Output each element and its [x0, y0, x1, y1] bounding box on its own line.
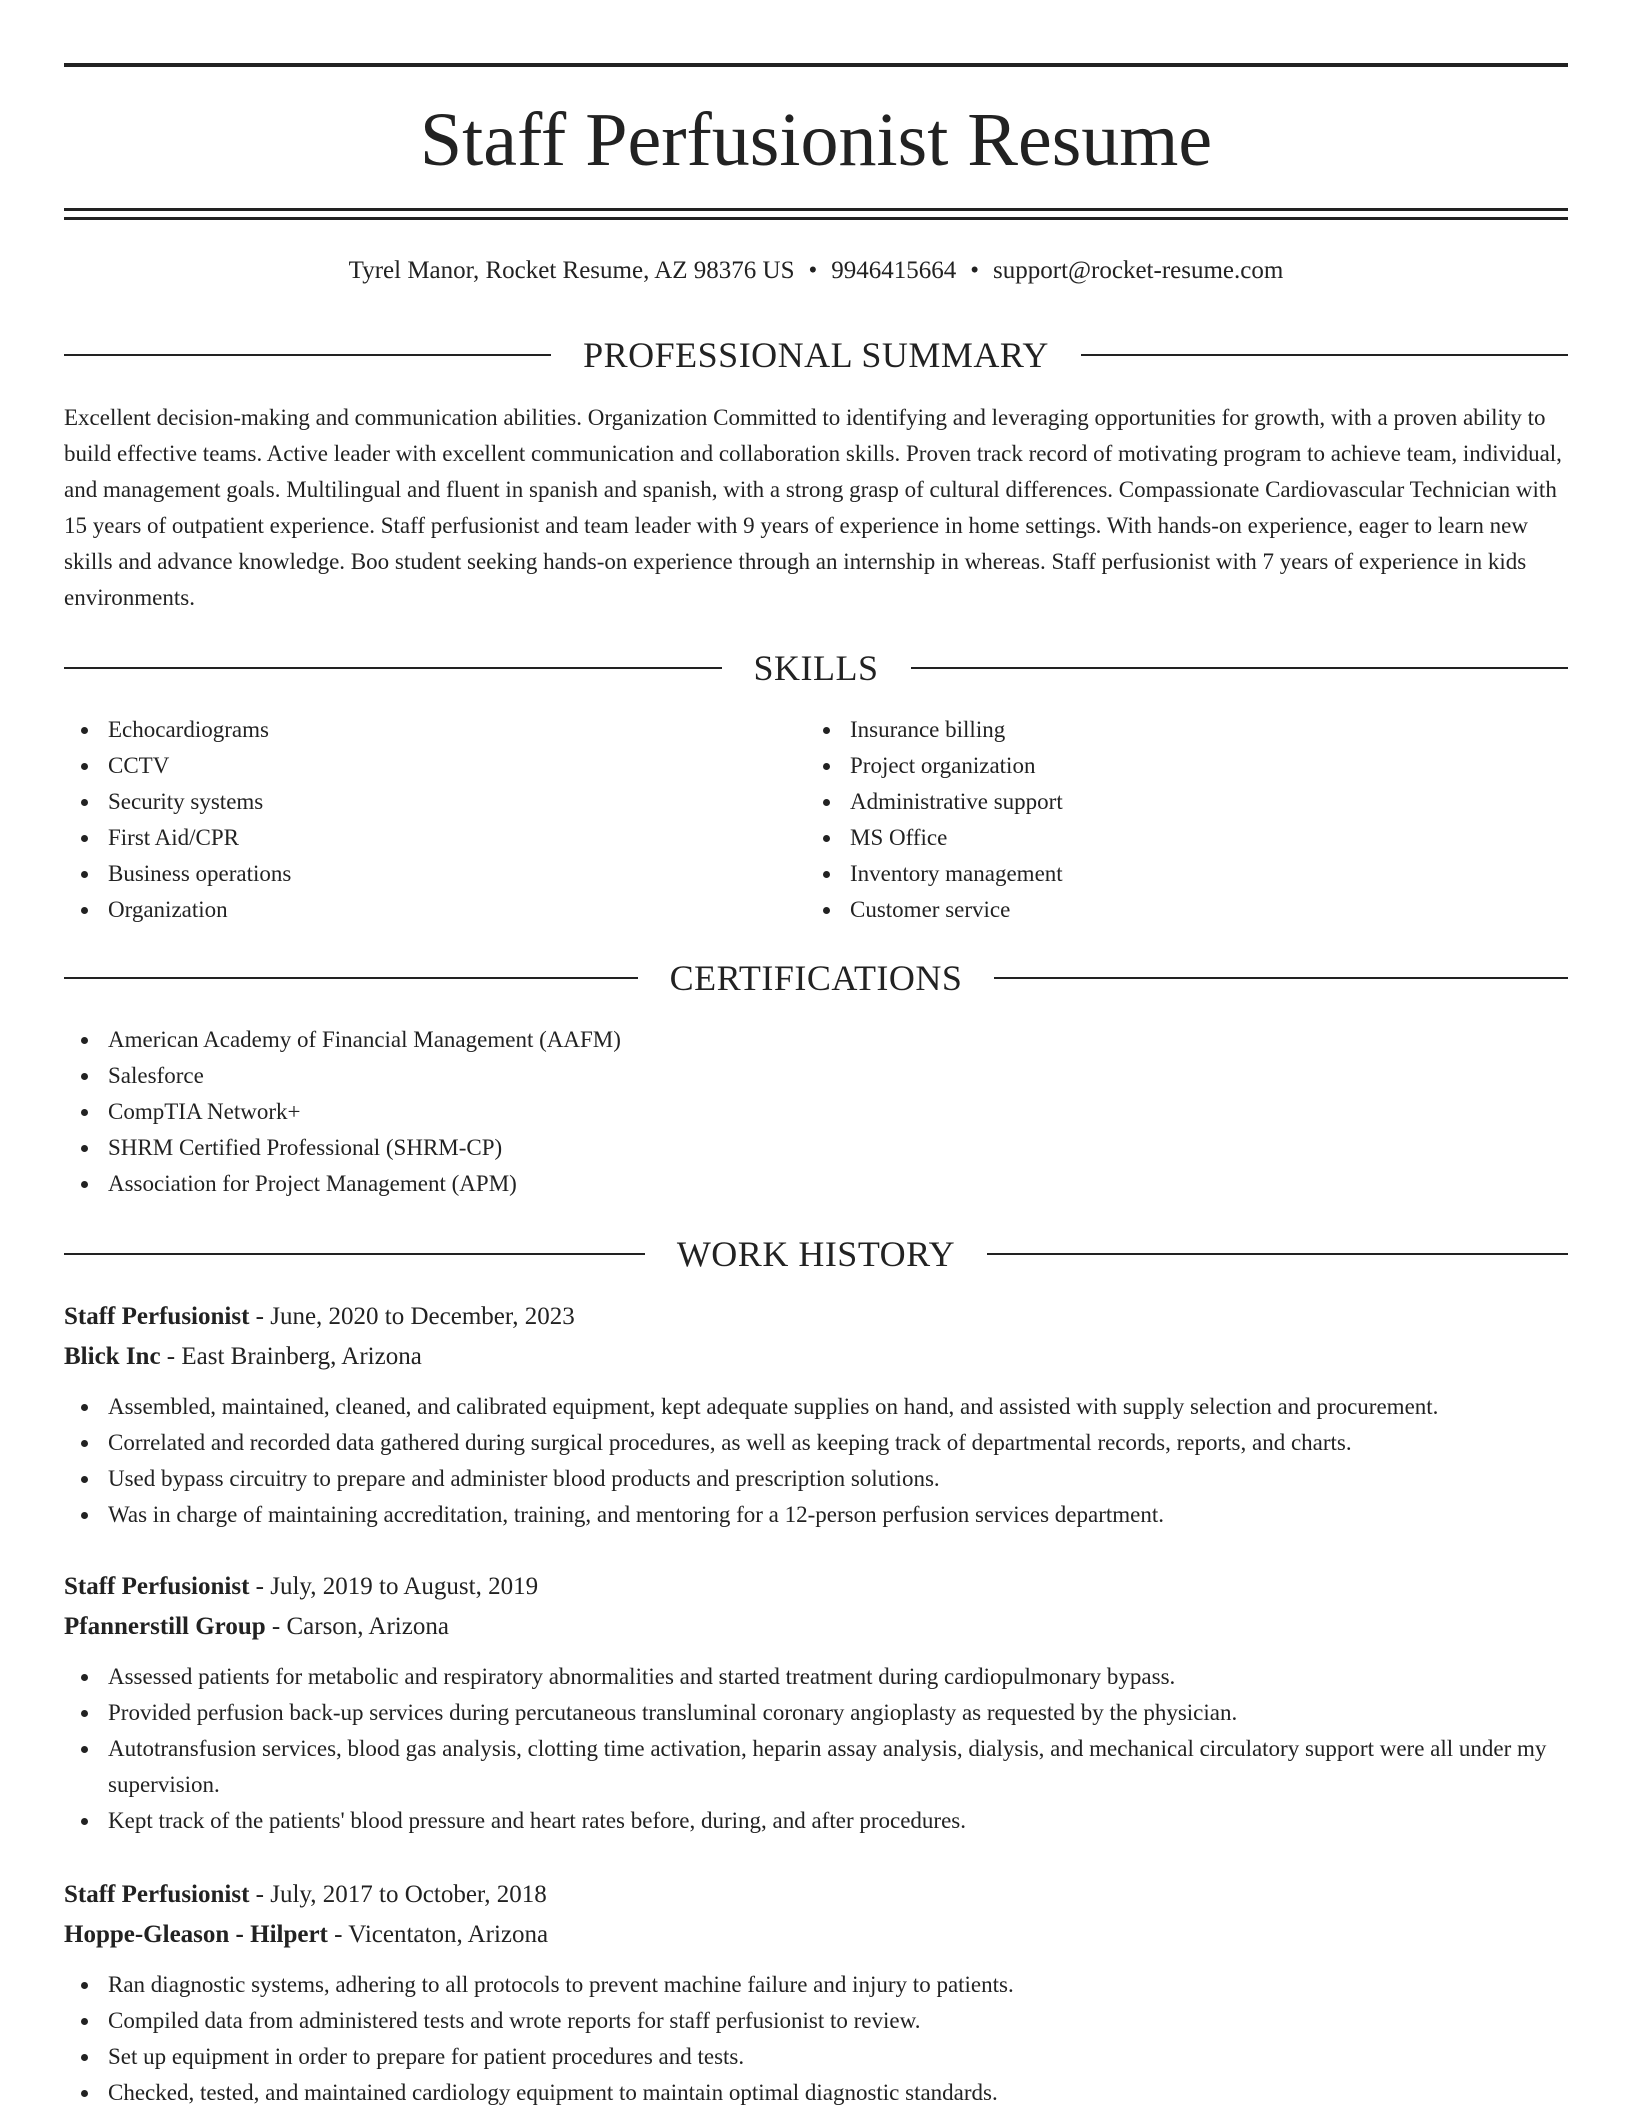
job-entry — [64, 1567, 1568, 1839]
summary-text: Excellent decision-making and communication abilities. Organization Committed to identifying and leveraging opportunities for growth, with a proven ability to build effective teams. Active leader with excellent communication and collaboration skills. Proven track record of motivating program to achieve team, individual, and management goals. Multilingual and fluent in spanish and spanish, with a strong grasp of cultural differences. Compassionate Cardiovascular Technician with 15 years of outpatient experience. Staff perfusionist and team leader with 9 years of experience in home settings. With hands-on experience, eager to learn new skills and advance knowledge. Boo student seeking hands-on experience through an internship in whereas. Staff perfusionist with 7 years of experience in kids environments. — [64, 405, 1562, 610]
list-item: Ran diagnostic systems, adhering to all protocols to prevent machine failure and injury to patients. — [64, 1967, 1568, 2003]
job-company-line — [64, 1337, 1568, 1377]
job-company: Hoppe-Gleason - Hilpert — [64, 1921, 328, 1948]
contact-phone: 9946415664 — [831, 257, 957, 284]
heading-rule — [64, 354, 551, 356]
certifications-list — [64, 1022, 621, 1202]
top-rule — [64, 63, 1568, 67]
list-item: Association for Project Management (APM) — [64, 1166, 621, 1202]
job-entry — [64, 1297, 1568, 1533]
job-title: Staff Perfusionist — [64, 1881, 250, 1908]
job-dates: July, 2019 to August, 2019 — [270, 1573, 539, 1600]
list-item: First Aid/CPR — [64, 820, 291, 856]
skills-heading-label: SKILLS — [753, 648, 879, 688]
summary-heading-label: PROFESSIONAL SUMMARY — [583, 335, 1049, 375]
job-bullets — [64, 1659, 1568, 1839]
job-bullets — [64, 1967, 1568, 2111]
job-title: Staff Perfusionist — [64, 1303, 250, 1330]
list-item: CompTIA Network+ — [64, 1094, 621, 1130]
heading-rule — [64, 1253, 645, 1255]
job-entry — [64, 1875, 1568, 2111]
job-title-line — [64, 1875, 1568, 1915]
job-dates: July, 2017 to October, 2018 — [270, 1881, 547, 1908]
certifications-heading — [64, 956, 1568, 1000]
contact-separator: • — [808, 257, 818, 284]
list-item: Compiled data from administered tests and wrote reports for staff perfusionist to review. — [64, 2003, 1568, 2039]
list-item: American Academy of Financial Management (AAFM) — [64, 1022, 621, 1058]
list-item: Insurance billing — [806, 712, 1063, 748]
job-dates: June, 2020 to December, 2023 — [270, 1303, 575, 1330]
job-bullets — [64, 1389, 1568, 1533]
job-location: East Brainberg, Arizona — [181, 1343, 422, 1370]
contact-address: Tyrel Manor, Rocket Resume, AZ 98376 US — [348, 257, 795, 284]
heading-rule — [64, 667, 722, 669]
list-item: Customer service — [806, 892, 1063, 928]
heading-rule — [987, 1253, 1568, 1255]
job-company: Pfannerstill Group — [64, 1613, 266, 1640]
list-item: Project organization — [806, 748, 1063, 784]
list-item: Echocardiograms — [64, 712, 291, 748]
list-item: Organization — [64, 892, 291, 928]
list-item: Provided perfusion back-up services during percutaneous transluminal coronary angioplasty as requested by the physician. — [64, 1695, 1568, 1731]
contact-line — [64, 254, 1568, 288]
list-item: Business operations — [64, 856, 291, 892]
job-separator: - — [249, 1573, 271, 1600]
list-item: CCTV — [64, 748, 291, 784]
skills-heading — [64, 646, 1568, 690]
job-separator: - — [249, 1303, 271, 1330]
list-item: Was in charge of maintaining accreditation, training, and mentoring for a 12-person perfusion services department. — [64, 1497, 1568, 1533]
contact-email: support@rocket-resume.com — [993, 257, 1284, 284]
heading-rule — [1081, 354, 1568, 356]
job-location: Carson, Arizona — [286, 1613, 449, 1640]
list-item: Assembled, maintained, cleaned, and calibrated equipment, kept adequate supplies on hand, and assisted with supply selection and procurement. — [64, 1389, 1568, 1425]
job-title-line — [64, 1297, 1568, 1337]
list-item: Used bypass circuitry to prepare and administer blood products and prescription solutions. — [64, 1461, 1568, 1497]
job-company: Blick Inc — [64, 1343, 161, 1370]
list-item: Kept track of the patients' blood pressure and heart rates before, during, and after procedures. — [64, 1803, 1568, 1839]
skills-list-left — [64, 712, 291, 928]
list-item: Autotransfusion services, blood gas analysis, clotting time activation, heparin assay analysis, dialysis, and mechanical circulatory support were all under my supervision. — [64, 1731, 1568, 1803]
job-company-line — [64, 1915, 1568, 1955]
job-title-line — [64, 1567, 1568, 1607]
job-separator: - — [160, 1343, 182, 1370]
resume-title: Staff Perfusionist Resume — [419, 98, 1213, 182]
list-item: Assessed patients for metabolic and respiratory abnormalities and started treatment during cardiopulmonary bypass. — [64, 1659, 1568, 1695]
job-separator: - — [249, 1881, 271, 1908]
list-item: Correlated and recorded data gathered during surgical procedures, as well as keeping track of departmental records, reports, and charts. — [64, 1425, 1568, 1461]
heading-rule — [994, 977, 1568, 979]
heading-rule — [64, 977, 638, 979]
job-separator: - — [327, 1921, 349, 1948]
summary-heading — [64, 333, 1568, 377]
list-item: Set up equipment in order to prepare for patient procedures and tests. — [64, 2039, 1568, 2075]
job-location: Vicentaton, Arizona — [348, 1921, 549, 1948]
job-company-line — [64, 1607, 1568, 1647]
heading-rule — [911, 667, 1569, 669]
list-item: Checked, tested, and maintained cardiology equipment to maintain optimal diagnostic standards. — [64, 2075, 1568, 2111]
job-title: Staff Perfusionist — [64, 1573, 250, 1600]
work-history-heading — [64, 1232, 1568, 1276]
list-item: Inventory management — [806, 856, 1063, 892]
skills-list-right — [806, 712, 1063, 928]
list-item: MS Office — [806, 820, 1063, 856]
certifications-heading-label: CERTIFICATIONS — [669, 958, 963, 998]
job-separator: - — [265, 1613, 287, 1640]
list-item: SHRM Certified Professional (SHRM-CP) — [64, 1130, 621, 1166]
title-double-rule — [64, 208, 1568, 220]
work-history-heading-label: WORK HISTORY — [676, 1234, 956, 1274]
contact-separator: • — [970, 257, 980, 284]
list-item: Security systems — [64, 784, 291, 820]
list-item: Salesforce — [64, 1058, 621, 1094]
list-item: Administrative support — [806, 784, 1063, 820]
